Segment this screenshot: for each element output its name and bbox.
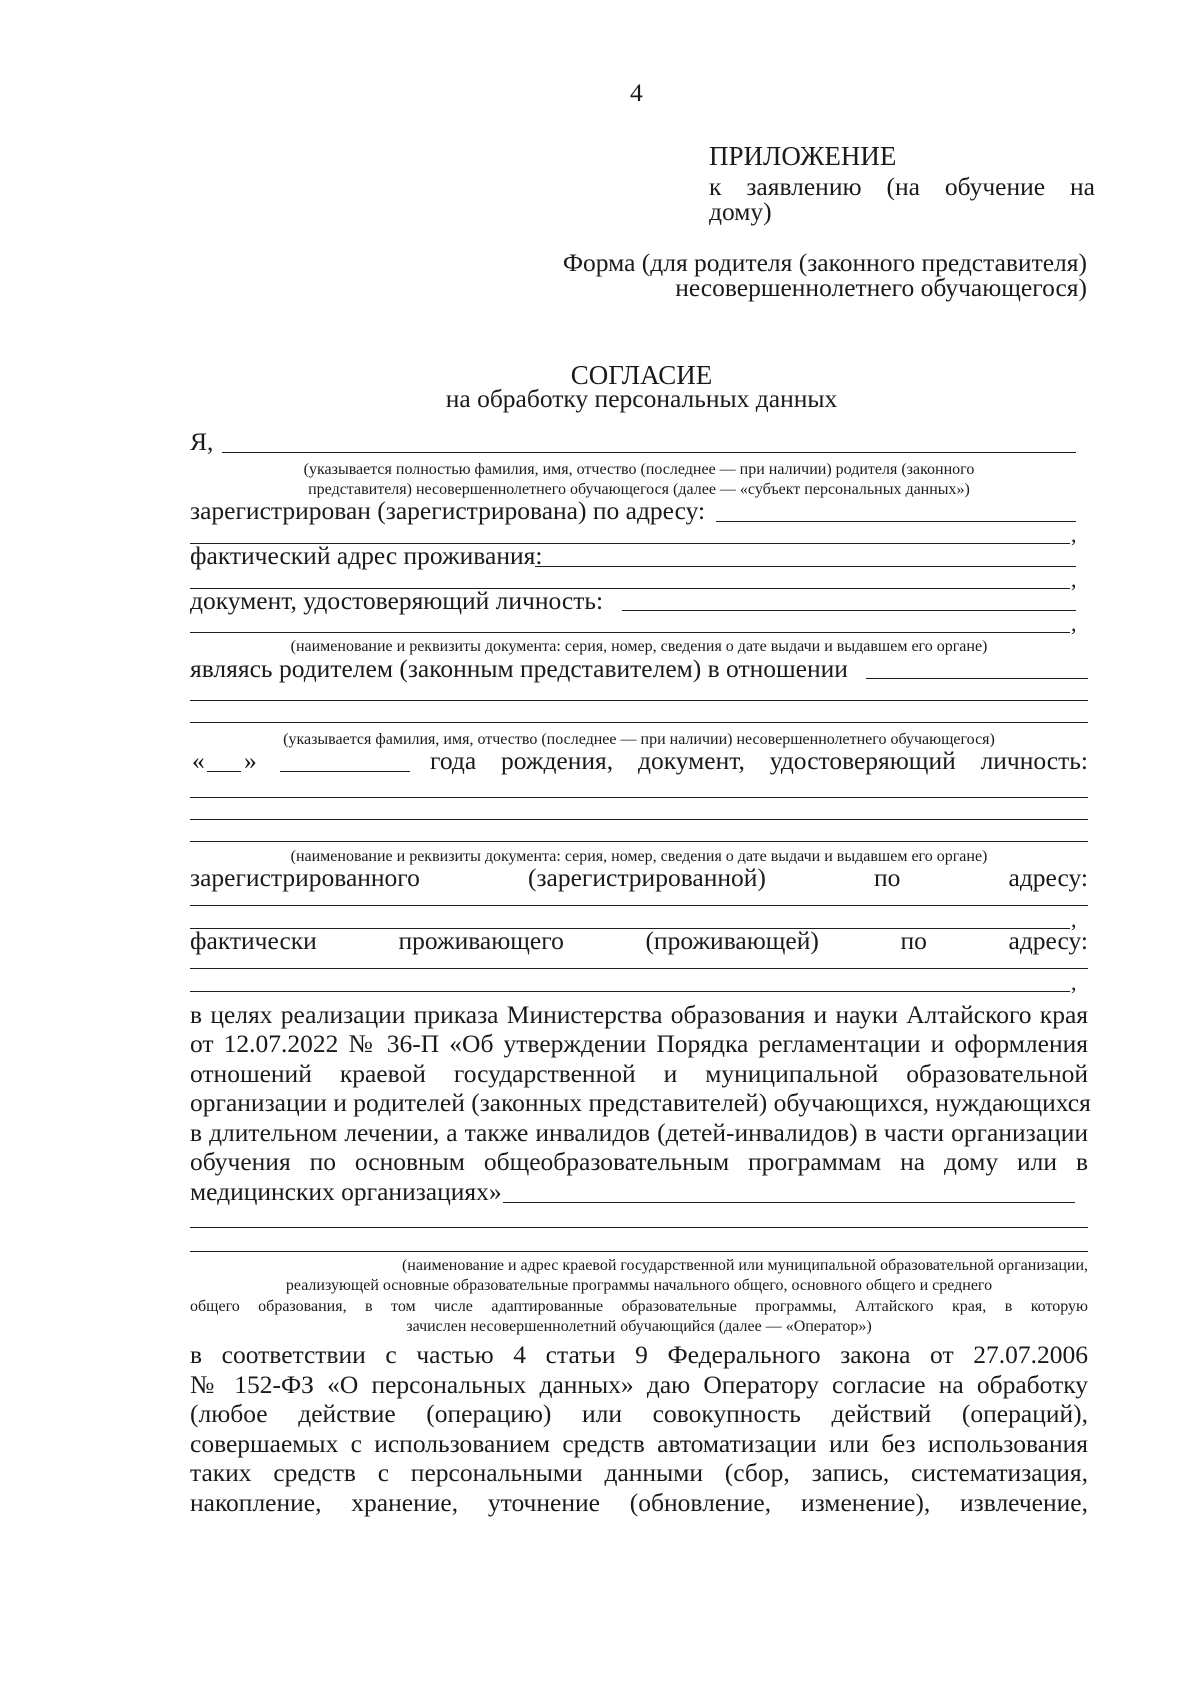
child-document-field-2[interactable]: [190, 819, 1088, 820]
actual-word: проживающего: [398, 926, 564, 955]
child-document-hint: (наименование и реквизиты документа: серия, номер, сведения о дате выдачи и выдавшем его органе): [290, 848, 988, 865]
child-actual-address-field-2[interactable]: [190, 991, 1070, 992]
child-document-field-1[interactable]: [190, 797, 1088, 798]
registered-word: зарегистрированного: [190, 863, 420, 892]
purpose-last-line: медицинских организациях»: [190, 1177, 502, 1206]
operator-hint-1: (наименование и адрес краевой государственной или муниципальной образовательной организации,: [401, 1257, 1088, 1274]
purpose-line: обучения по основным общеобразовательным программам на дому или в: [190, 1147, 1088, 1176]
identity-document-hint: (наименование и реквизиты документа: серия, номер, сведения о дате выдачи и выдавшем его органе): [290, 638, 988, 655]
child-name-hint: (указывается фамилия, имя, отчество (последнее — при наличии) несовершеннолетнего обучающегося): [283, 731, 995, 748]
form-note-line-2: несовершеннолетнего обучающегося): [675, 273, 1087, 302]
consent-line: накопление, хранение, уточнение (обновление, изменение), извлечение,: [190, 1488, 1088, 1517]
comma: ,: [1071, 907, 1077, 932]
registered-word: по: [874, 863, 901, 892]
child-registered-address-row: [190, 863, 1088, 893]
child-actual-address-row: [190, 926, 1088, 956]
form-note-line-1: Форма (для родителя (законного представителя): [562, 248, 1087, 277]
operator-field-2[interactable]: [190, 1227, 1088, 1228]
identity-document-label: документ, удостоверяющий личность:: [190, 586, 604, 615]
operator-hint-4: зачислен несовершеннолетний обучающийся (далее — «Оператор»): [406, 1318, 872, 1335]
birth-word: года: [430, 746, 477, 775]
document-title: СОГЛАСИЕ: [570, 360, 713, 390]
child-name-field-2[interactable]: [190, 700, 1088, 701]
identity-document-field-2[interactable]: [190, 632, 1070, 633]
comma: ,: [1071, 970, 1077, 995]
purpose-line: в длительном лечении, а также инвалидов (детей-инвалидов) в части организации: [190, 1118, 1088, 1147]
consent-line: (любое действие (операцию) или совокупность действий (операций),: [190, 1399, 1088, 1428]
actual-word: (проживающей): [645, 926, 819, 955]
comma: ,: [1071, 611, 1077, 636]
child-registered-address-field-1[interactable]: [190, 905, 1088, 906]
registered-word: (зарегистрированной): [527, 863, 766, 892]
purpose-line: от 12.07.2022 № 36-П «Об утверждении Порядка регламентации и оформления: [190, 1029, 1088, 1058]
registered-word: адресу:: [1008, 863, 1088, 892]
consent-line: совершаемых с использованием средств автоматизации или без использования: [190, 1429, 1088, 1458]
actual-address-label: фактический адрес проживания:: [190, 541, 543, 570]
identity-document-field-1[interactable]: [622, 610, 1076, 611]
appendix-line-2: дому): [709, 197, 772, 226]
operator-field-1[interactable]: [503, 1202, 1075, 1203]
actual-word: адресу:: [1008, 926, 1088, 955]
operator-hint-3: общего образования, в том числе адаптированные образовательные программы, Алтайского края, в которую: [190, 1298, 1088, 1315]
document-subtitle: на обработку персональных данных: [445, 384, 838, 413]
birth-word: личность:: [980, 746, 1088, 775]
actual-address-field-1[interactable]: [535, 566, 1076, 567]
parent-name-hint-1: (указывается полностью фамилия, имя, отчество (последнее — при наличии) родителя (законного: [303, 461, 975, 478]
purpose-line: отношений краевой государственной и муниципальной образовательной: [190, 1059, 1088, 1088]
registered-address-field-1[interactable]: [716, 521, 1076, 522]
appendix-title: ПРИЛОЖЕНИЕ: [709, 141, 897, 171]
operator-hint-2: реализующей основные образовательные программы начального общего, основного общего и среднего: [285, 1277, 993, 1294]
registered-address-label: зарегистрирован (зарегистрирована) по адресу:: [190, 496, 706, 525]
birth-day-field[interactable]: [207, 771, 241, 772]
actual-word: по: [900, 926, 927, 955]
birth-quote-close: »: [244, 746, 257, 775]
appendix-line-1: к заявлению (на обучение на: [709, 172, 1095, 201]
comma: ,: [1071, 567, 1077, 592]
child-name-field-3[interactable]: [190, 722, 1088, 723]
birth-month-field[interactable]: [280, 771, 410, 772]
page-number: 4: [630, 78, 643, 107]
birth-word: рождения,: [500, 746, 614, 775]
birth-word: удостоверяющий: [769, 746, 956, 775]
birth-quote-open: «: [192, 746, 205, 775]
parent-name-hint-2: представителя) несовершеннолетнего обучающегося (далее — «субъект персональных данных»): [308, 481, 970, 498]
operator-field-3[interactable]: [190, 1251, 1088, 1252]
child-actual-address-field-1[interactable]: [190, 968, 1088, 969]
child-document-field-3[interactable]: [190, 841, 1088, 842]
relation-label: являясь родителем (законным представителем) в отношении: [190, 654, 848, 683]
consent-line: таких средств с персональными данными (сбор, запись, систематизация,: [190, 1458, 1088, 1487]
parent-name-field[interactable]: [222, 452, 1076, 453]
child-name-field-1[interactable]: [866, 678, 1088, 679]
parent-prefix: Я,: [190, 427, 214, 456]
purpose-line: в целях реализации приказа Министерства образования и науки Алтайского края: [190, 1000, 1088, 1029]
consent-line: в соответствии с частью 4 статьи 9 Федерального закона от 27.07.2006: [190, 1340, 1088, 1369]
comma: ,: [1071, 522, 1077, 547]
actual-word: фактически: [190, 926, 317, 955]
birth-text-row: [430, 746, 1088, 776]
birth-word: документ,: [637, 746, 745, 775]
purpose-line: организации и родителей (законных представителей) обучающихся, нуждающихся: [190, 1088, 1091, 1117]
consent-line: № 152-ФЗ «О персональных данных» даю Оператору согласие на обработку: [190, 1370, 1088, 1399]
